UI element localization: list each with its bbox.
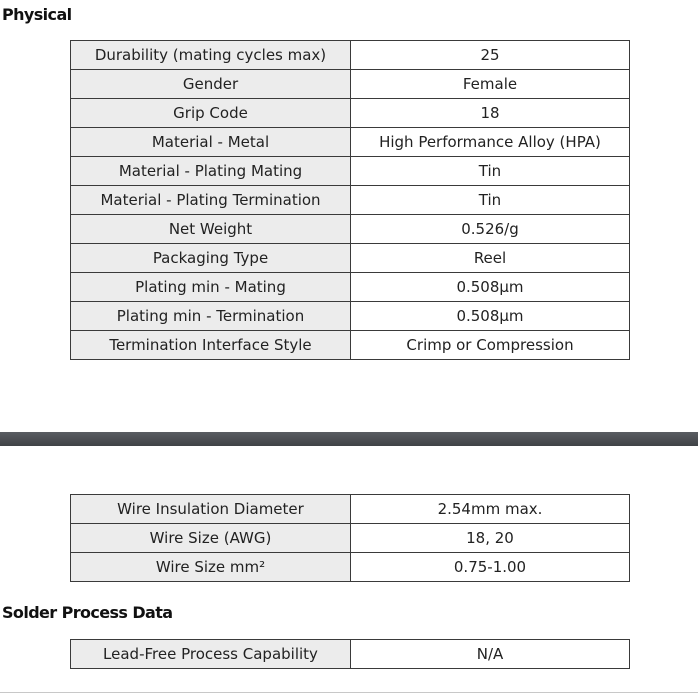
section-divider-bar xyxy=(0,432,698,446)
table-row xyxy=(71,244,630,273)
spec-label: Gender xyxy=(71,70,351,99)
spec-label: Material - Plating Mating xyxy=(71,157,351,186)
table-row xyxy=(71,186,630,215)
spec-label: Termination Interface Style xyxy=(71,331,351,360)
table-row xyxy=(71,157,630,186)
spec-value: Female xyxy=(351,70,630,99)
table-row xyxy=(71,495,630,524)
table-row xyxy=(71,128,630,157)
spec-value: Tin xyxy=(351,157,630,186)
spec-value: High Performance Alloy (HPA) xyxy=(351,128,630,157)
solder-spec-table xyxy=(70,639,630,669)
spec-value: N/A xyxy=(351,640,630,669)
solder-process-heading: Solder Process Data xyxy=(2,603,173,622)
spec-label: Durability (mating cycles max) xyxy=(71,41,351,70)
spec-value: 0.508µm xyxy=(351,273,630,302)
table-row xyxy=(71,640,630,669)
table-row xyxy=(71,331,630,360)
table-row xyxy=(71,524,630,553)
spec-value: 25 xyxy=(351,41,630,70)
table-row xyxy=(71,70,630,99)
table-row xyxy=(71,273,630,302)
spec-label: Material - Metal xyxy=(71,128,351,157)
spec-value: 0.508µm xyxy=(351,302,630,331)
table-row xyxy=(71,553,630,582)
spec-label: Plating min - Mating xyxy=(71,273,351,302)
table-row xyxy=(71,99,630,128)
spec-label: Wire Size mm² xyxy=(71,553,351,582)
table-row xyxy=(71,215,630,244)
spec-value: 2.54mm max. xyxy=(351,495,630,524)
spec-label: Packaging Type xyxy=(71,244,351,273)
table-row xyxy=(71,302,630,331)
spec-value: 0.526/g xyxy=(351,215,630,244)
bottom-divider xyxy=(0,692,698,693)
spec-label: Wire Insulation Diameter xyxy=(71,495,351,524)
spec-label: Plating min - Termination xyxy=(71,302,351,331)
physical-spec-table xyxy=(70,40,630,360)
spec-value: Crimp or Compression xyxy=(351,331,630,360)
spec-label: Material - Plating Termination xyxy=(71,186,351,215)
spec-value: Reel xyxy=(351,244,630,273)
spec-value: 18 xyxy=(351,99,630,128)
spec-label: Wire Size (AWG) xyxy=(71,524,351,553)
spec-label: Lead-Free Process Capability xyxy=(71,640,351,669)
spec-label: Net Weight xyxy=(71,215,351,244)
table-row xyxy=(71,41,630,70)
spec-value: 18, 20 xyxy=(351,524,630,553)
wire-spec-table xyxy=(70,494,630,582)
spec-value: 0.75-1.00 xyxy=(351,553,630,582)
physical-heading: Physical xyxy=(2,5,72,24)
spec-label: Grip Code xyxy=(71,99,351,128)
spec-value: Tin xyxy=(351,186,630,215)
